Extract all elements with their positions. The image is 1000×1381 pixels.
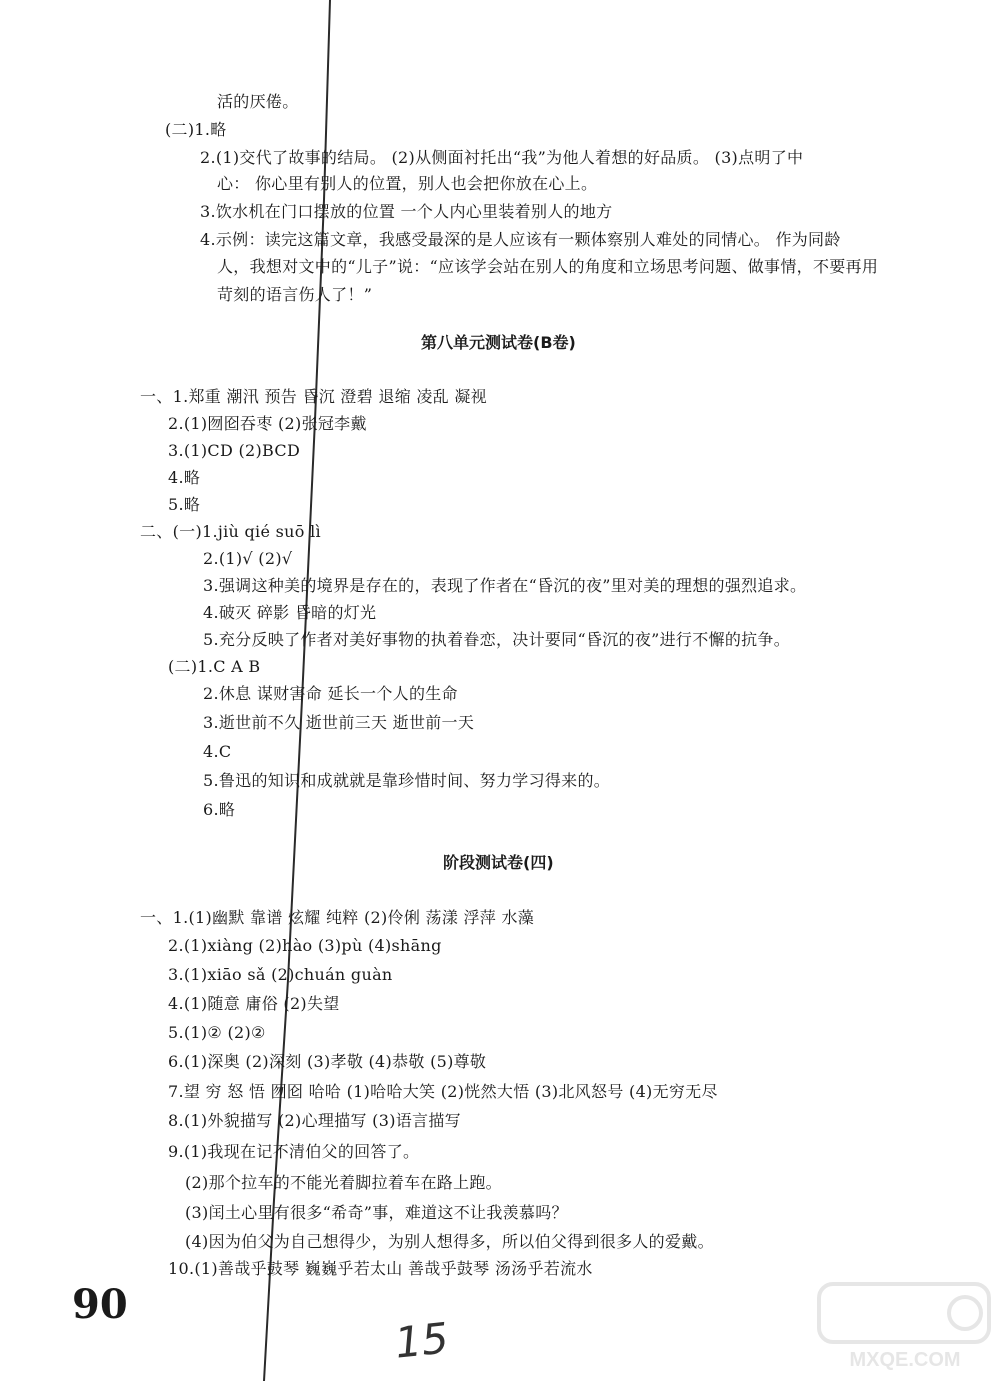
- section-title: 第八单元测试卷(B卷): [421, 333, 576, 352]
- answer-line: 2.(1)交代了故事的结局。 (2)从侧面衬托出“我”为他人着想的好品质。 (3)点明了中: [200, 148, 804, 167]
- answer-line: 9.(1)我现在记不清伯父的回答了。: [168, 1142, 420, 1161]
- answer-line: 3.强调这种美的境界是存在的，表现了作者在“昏沉的夜”里对美的理想的强烈追求。: [203, 576, 807, 595]
- answer-line: 10.(1)善哉乎鼓琴 巍巍乎若太山 善哉乎鼓琴 汤汤乎若流水: [168, 1259, 593, 1278]
- answer-line: 一、1.(1)幽默 靠谱 炫耀 纯粹 (2)伶俐 荡漾 浮萍 水藻: [140, 908, 535, 927]
- answer-line: 3.(1)xiāo sǎ (2)chuán guàn: [168, 965, 393, 984]
- answer-line: 2.休息 谋财害命 延长一个人的生命: [203, 684, 458, 703]
- answer-line: 6.(1)深奥 (2)深刻 (3)孝敬 (4)恭敬 (5)尊敬: [168, 1052, 487, 1071]
- answer-line: (2)那个拉车的不能光着脚拉着车在路上跑。: [185, 1173, 502, 1192]
- answer-line: (4)因为伯父为自己想得少，为别人想得多，所以伯父得到很多人的爱戴。: [185, 1232, 714, 1251]
- answer-line: 活的厌倦。: [217, 92, 299, 111]
- answer-line: 人，我想对文中的“儿子”说：“应该学会站在别人的角度和立场思考问题、做事情，不要再用: [217, 257, 879, 276]
- page-number: 90: [72, 1281, 128, 1328]
- answer-line: 3.(1)CD (2)BCD: [168, 441, 301, 460]
- handwritten-mark: 15: [392, 1313, 451, 1368]
- answer-line: 一、1.郑重 潮汛 预告 昏沉 澄碧 退缩 凌乱 凝视: [140, 387, 487, 406]
- answer-line: (二)1.C A B: [168, 657, 261, 676]
- answer-line: 4.略: [168, 468, 201, 487]
- answer-line: (3)闰土心里有很多“希奇”事，难道这不让我羡慕吗？: [185, 1203, 568, 1222]
- answer-line: 心： 你心里有别人的位置，别人也会把你放在心上。: [217, 174, 598, 193]
- answer-line: (二)1.略: [165, 120, 227, 139]
- answer-line: 2.(1)xiàng (2)hào (3)pù (4)shāng: [168, 936, 442, 955]
- answer-line: 4.破灭 碎影 昏暗的灯光: [203, 603, 377, 622]
- answer-line: 6.略: [203, 800, 236, 819]
- answer-line: 4.C: [203, 742, 232, 761]
- answer-line: 8.(1)外貌描写 (2)心理描写 (3)语言描写: [168, 1111, 461, 1130]
- watermark-text: MXQE.COM: [849, 1349, 961, 1371]
- answer-line: 4.示例：读完这篇文章，我感受最深的是人应该有一颗体察别人难处的同情心。 作为同龄: [200, 230, 841, 249]
- answer-line: 3.逝世前不久 逝世前三天 逝世前一天: [203, 713, 475, 732]
- answer-line: 二、(一)1.jiù qié suō lì: [140, 522, 321, 541]
- answer-line: 2.(1)√ (2)√: [203, 549, 293, 568]
- watermark-logo: [815, 1278, 995, 1376]
- answer-line: 5.略: [168, 495, 201, 514]
- answer-line: 7.望 穷 怒 悟 囫囵 哈哈 (1)哈哈大笑 (2)恍然大悟 (3)北风怒号 (4)无穷无尽: [168, 1082, 718, 1101]
- answer-line: 苛刻的语言伤人了！”: [217, 285, 373, 304]
- answer-line: 5.充分反映了作者对美好事物的执着眷恋，决计要同“昏沉的夜”进行不懈的抗争。: [203, 630, 791, 649]
- answer-line: 4.(1)随意 庸俗 (2)失望: [168, 994, 340, 1013]
- answer-line: 3.饮水机在门口摆放的位置 一个人内心里装着别人的地方: [200, 202, 613, 221]
- section-title: 阶段测试卷(四): [443, 853, 554, 872]
- answer-line: 5.鲁迅的知识和成就就是靠珍惜时间、努力学习得来的。: [203, 771, 611, 790]
- answer-line: 2.(1)囫囵吞枣 (2)张冠李戴: [168, 414, 367, 433]
- answer-line: 5.(1)② (2)②: [168, 1023, 266, 1042]
